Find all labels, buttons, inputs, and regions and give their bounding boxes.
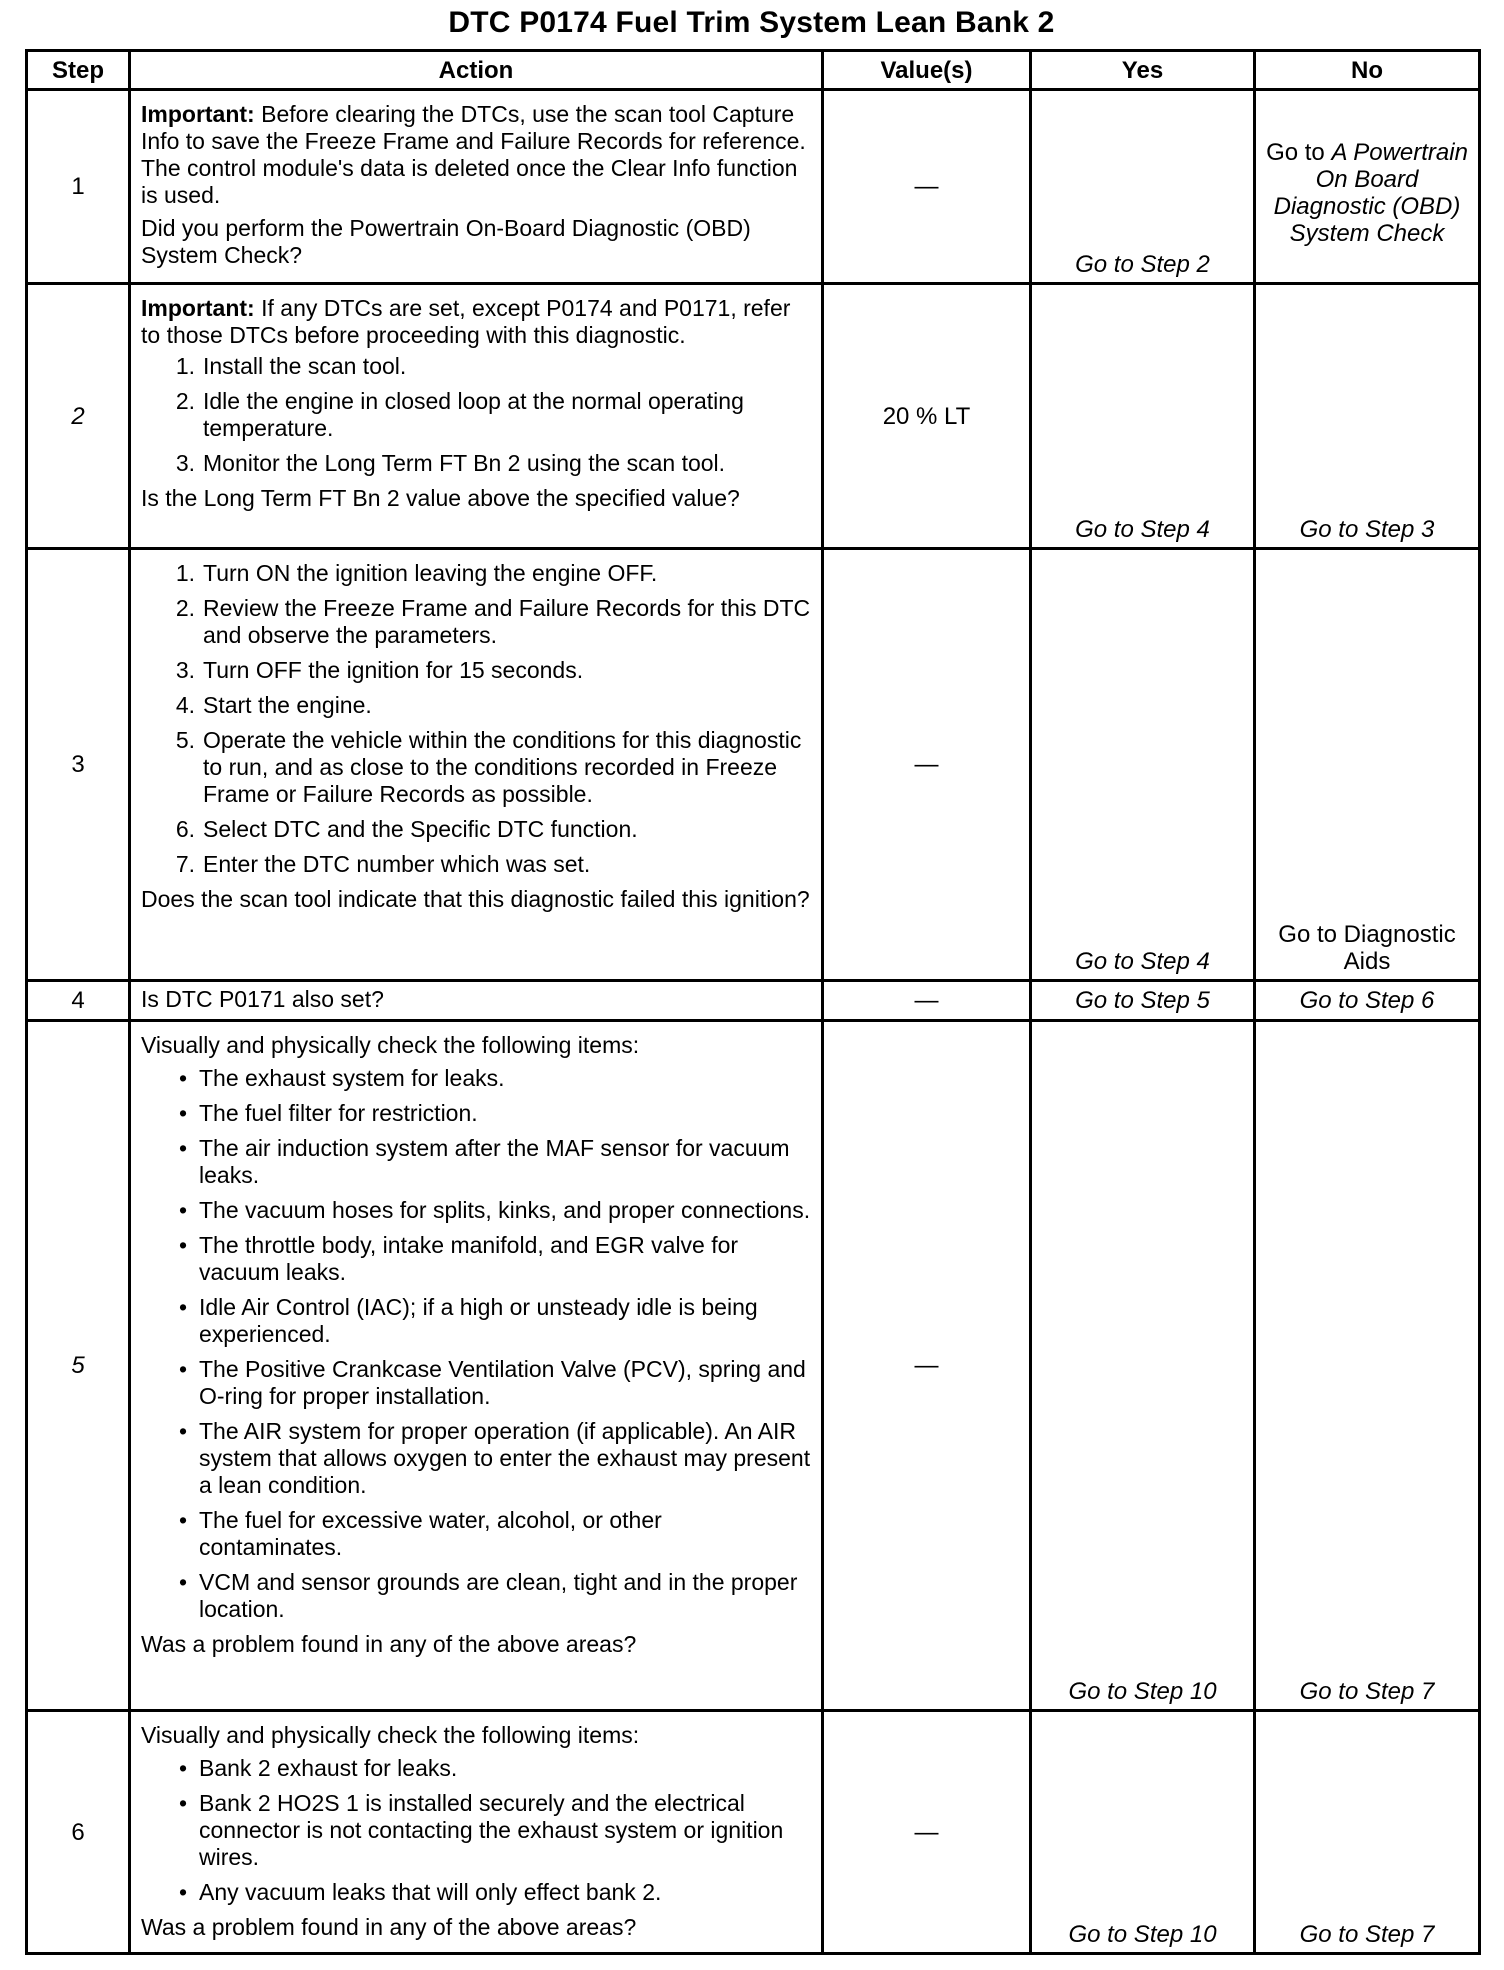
item-text: The vacuum hoses for splits, kinks, and proper connections. [199,1197,811,1223]
value-cell: — [823,1711,1031,1954]
value-cell: 20 % LT [823,284,1031,549]
important-note [141,101,811,209]
item-text: Enter the DTC number which was set. [203,851,591,877]
bullet: • [178,1100,187,1126]
item-number: 5. [175,727,195,753]
item-number: 1. [175,353,195,379]
value-cell: — [823,1021,1031,1711]
important-note [141,295,811,349]
item-number: 7. [175,851,195,877]
step-number: 5 [27,1021,130,1711]
list-item [141,1065,811,1092]
no-cell: Go to Step 3 [1255,284,1480,549]
important-label: Important: [141,295,255,321]
item-text: Turn OFF the ignition for 15 seconds. [203,657,584,683]
procedure-list [141,560,811,878]
step-number: 1 [27,90,130,284]
no-cell: Go to Diagnostic Aids [1255,549,1480,981]
bullet: • [178,1418,187,1444]
item-text: The air induction system after the MAF sensor for vacuum leaks. [199,1135,790,1188]
important-label: Important: [141,101,255,127]
list-item [141,1507,811,1561]
bullet: • [178,1294,187,1320]
table-row [27,1021,1480,1711]
item-number: 3. [175,450,195,476]
procedure-list [141,353,811,477]
action-cell [130,284,823,549]
yes-cell: Go to Step 10 [1031,1711,1255,1954]
action-question: Did you perform the Powertrain On-Board Diagnostic (OBD) System Check? [141,215,751,268]
list-item [141,1197,811,1224]
action-cell [130,90,823,284]
list-item [141,816,811,843]
list-item [141,595,811,649]
item-number: 2. [175,388,195,414]
list-item [141,1294,811,1348]
yes-cell: Go to Step 2 [1031,90,1255,284]
table-row [27,981,1480,1021]
list-item [141,353,811,380]
list-item [141,851,811,878]
checklist [141,1065,811,1623]
header-step: Step [27,51,130,90]
bullet: • [178,1197,187,1223]
page-title: DTC P0174 Fuel Trim System Lean Bank 2 [448,6,1055,39]
table-row [27,90,1480,284]
action-question: Is the Long Term FT Bn 2 value above the specified value? [141,485,740,511]
action-intro: Visually and physically check the following items: [141,1722,640,1748]
yes-cell: Go to Step 4 [1031,549,1255,981]
header-yes: Yes [1031,51,1255,90]
list-item [141,1790,811,1871]
item-text: Any vacuum leaks that will only effect bank 2. [199,1879,662,1905]
list-item [141,1135,811,1189]
action-question: Is DTC P0171 also set? [141,986,384,1012]
bullet: • [178,1356,187,1382]
bullet: • [178,1507,187,1533]
no-reference: A Powertrain On Board Diagnostic (OBD) System Check [1273,139,1468,247]
item-text: Operate the vehicle within the conditions for this diagnostic to run, and as close to the conditions recorded in Freeze Frame or Failure Records as possible. [203,727,802,807]
step-number: 4 [27,981,130,1021]
item-text: Idle the engine in closed loop at the normal operating temperature. [203,388,744,441]
action-cell [130,549,823,981]
header-no: No [1255,51,1480,90]
bullet: • [178,1065,187,1091]
item-number: 4. [175,692,195,718]
item-number: 3. [175,657,195,683]
action-cell [130,1711,823,1954]
step-number: 6 [27,1711,130,1954]
action-question: Does the scan tool indicate that this diagnostic failed this ignition? [141,886,810,912]
item-text: The throttle body, intake manifold, and EGR valve for vacuum leaks. [199,1232,739,1285]
list-item [141,1418,811,1499]
header-values: Value(s) [823,51,1031,90]
list-item [141,1356,811,1410]
list-item [141,657,811,684]
item-text: Install the scan tool. [203,353,407,379]
action-cell [130,981,823,1021]
item-text: The Positive Crankcase Ventilation Valve (PCV), spring and O-ring for proper installation. [199,1356,806,1409]
header-action: Action [130,51,823,90]
value-cell: — [823,549,1031,981]
item-text: The exhaust system for leaks. [199,1065,505,1091]
list-item [141,1755,811,1782]
item-text: Start the engine. [203,692,372,718]
yes-cell: Go to Step 4 [1031,284,1255,549]
item-text: The AIR system for proper operation (if applicable). An AIR system that allows oxygen to enter the exhaust may present a lean condition. [199,1418,811,1498]
important-text: If any DTCs are set, except P0174 and P0171, refer to those DTCs before proceeding with this diagnostic. [141,295,791,348]
item-text: Monitor the Long Term FT Bn 2 using the scan tool. [203,450,726,476]
table-row [27,549,1480,981]
bullet: • [178,1879,187,1905]
no-cell [1255,90,1480,284]
value-cell: — [823,981,1031,1021]
action-cell [130,1021,823,1711]
item-text: Bank 2 HO2S 1 is installed securely and the electrical connector is not contacting the exhaust system or ignition wires. [199,1790,784,1870]
diagnostic-table [25,49,1481,1955]
yes-cell: Go to Step 10 [1031,1021,1255,1711]
item-text: Idle Air Control (IAC); if a high or unsteady idle is being experienced. [199,1294,758,1347]
important-text: Before clearing the DTCs, use the scan tool Capture Info to save the Freeze Frame and Failure Records for reference. The control module's data is deleted once the Clear Info function is used. [141,101,806,208]
item-text: Bank 2 exhaust for leaks. [199,1755,458,1781]
list-item [141,1100,811,1127]
list-item [141,560,811,587]
action-question: Was a problem found in any of the above areas? [141,1631,637,1657]
no-cell: Go to Step 7 [1255,1711,1480,1954]
no-cell: Go to Step 6 [1255,981,1480,1021]
bullet: • [178,1232,187,1258]
bullet: • [178,1135,187,1161]
checklist [141,1755,811,1906]
item-number: 2. [175,595,195,621]
item-text: VCM and sensor grounds are clean, tight and in the proper location. [199,1569,798,1622]
table-header-row [27,51,1480,90]
list-item [141,450,811,477]
step-number: 2 [27,284,130,549]
list-item [141,1879,811,1906]
action-question: Was a problem found in any of the above areas? [141,1914,637,1940]
item-text: The fuel for excessive water, alcohol, or other contaminates. [199,1507,662,1560]
list-item [141,727,811,808]
list-item [141,692,811,719]
bullet: • [178,1569,187,1595]
yes-cell: Go to Step 5 [1031,981,1255,1021]
no-cell: Go to Step 7 [1255,1021,1480,1711]
item-number: 1. [175,560,195,586]
item-text: Review the Freeze Frame and Failure Records for this DTC and observe the parameters. [203,595,811,648]
table-row [27,284,1480,549]
list-item [141,388,811,442]
action-intro: Visually and physically check the following items: [141,1032,640,1058]
item-number: 6. [175,816,195,842]
table-row [27,1711,1480,1954]
item-text: The fuel filter for restriction. [199,1100,478,1126]
no-prefix: Go to [1266,139,1332,166]
step-number: 3 [27,549,130,981]
item-text: Select DTC and the Specific DTC function. [203,816,638,842]
item-text: Turn ON the ignition leaving the engine OFF. [203,560,658,586]
list-item [141,1232,811,1286]
bullet: • [178,1790,187,1816]
list-item [141,1569,811,1623]
bullet: • [178,1755,187,1781]
value-cell: — [823,90,1031,284]
